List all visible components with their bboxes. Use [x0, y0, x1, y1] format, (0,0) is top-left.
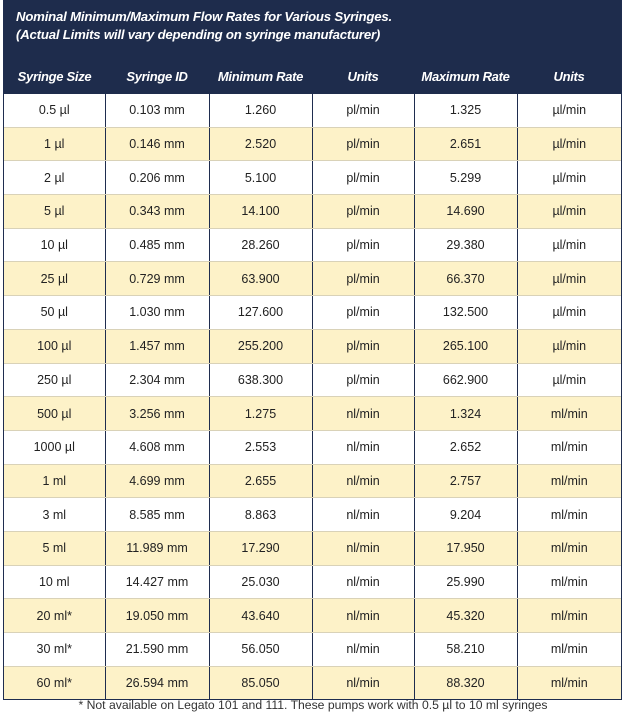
- max-units-cell: ml/min: [517, 633, 621, 667]
- max-units-cell: ml/min: [517, 430, 621, 464]
- minimum-rate-cell: 63.900: [209, 262, 312, 296]
- table-row: [4, 531, 621, 565]
- table-title-line-1: Nominal Minimum/Maximum Flow Rates for Various Syringes.: [16, 9, 392, 24]
- minimum-rate-cell: 638.300: [209, 363, 312, 397]
- minimum-rate-cell: 25.030: [209, 565, 312, 599]
- maximum-rate-cell: 2.757: [414, 464, 517, 498]
- min-units-cell: nl/min: [312, 531, 414, 565]
- max-units-cell: ml/min: [517, 565, 621, 599]
- syringe-size-cell: 50 µl: [4, 296, 105, 330]
- table-row: [4, 633, 621, 667]
- syringe-id-cell: 4.608 mm: [105, 430, 209, 464]
- syringe-size-cell: 20 ml*: [4, 599, 105, 633]
- maximum-rate-cell: 14.690: [414, 195, 517, 229]
- syringe-id-cell: 0.146 mm: [105, 127, 209, 161]
- syringe-size-cell: 100 µl: [4, 329, 105, 363]
- min-units-cell: nl/min: [312, 633, 414, 667]
- table-row: [4, 565, 621, 599]
- minimum-rate-cell: 17.290: [209, 531, 312, 565]
- minimum-rate-cell: 255.200: [209, 329, 312, 363]
- min-units-cell: pl/min: [312, 363, 414, 397]
- maximum-rate-cell: 1.325: [414, 94, 517, 127]
- max-units-cell: ml/min: [517, 498, 621, 532]
- minimum-rate-cell: 43.640: [209, 599, 312, 633]
- column-header-maximum-rate: Maximum Rate: [414, 58, 517, 94]
- column-header-max-units: Units: [517, 58, 621, 94]
- syringe-size-cell: 2 µl: [4, 161, 105, 195]
- syringe-size-cell: 1000 µl: [4, 430, 105, 464]
- min-units-cell: nl/min: [312, 565, 414, 599]
- table-body: [4, 94, 621, 699]
- column-header-min-units: Units: [312, 58, 414, 94]
- maximum-rate-cell: 9.204: [414, 498, 517, 532]
- minimum-rate-cell: 2.553: [209, 430, 312, 464]
- syringe-size-cell: 0.5 µl: [4, 94, 105, 127]
- min-units-cell: nl/min: [312, 464, 414, 498]
- syringe-size-cell: 500 µl: [4, 397, 105, 431]
- max-units-cell: µl/min: [517, 329, 621, 363]
- syringe-id-cell: 0.485 mm: [105, 228, 209, 262]
- column-header-syringe-size: Syringe Size: [4, 58, 105, 94]
- min-units-cell: pl/min: [312, 94, 414, 127]
- maximum-rate-cell: 662.900: [414, 363, 517, 397]
- max-units-cell: µl/min: [517, 296, 621, 330]
- min-units-cell: pl/min: [312, 329, 414, 363]
- maximum-rate-cell: 17.950: [414, 531, 517, 565]
- table-row: [4, 296, 621, 330]
- min-units-cell: pl/min: [312, 296, 414, 330]
- min-units-cell: nl/min: [312, 430, 414, 464]
- table-row: [4, 397, 621, 431]
- table-row: [4, 498, 621, 532]
- table-row: [4, 161, 621, 195]
- syringe-id-cell: 1.030 mm: [105, 296, 209, 330]
- syringe-id-cell: 19.050 mm: [105, 599, 209, 633]
- table-header-row: [4, 58, 621, 94]
- minimum-rate-cell: 85.050: [209, 666, 312, 699]
- maximum-rate-cell: 132.500: [414, 296, 517, 330]
- max-units-cell: ml/min: [517, 666, 621, 699]
- syringe-id-cell: 26.594 mm: [105, 666, 209, 699]
- syringe-size-cell: 5 µl: [4, 195, 105, 229]
- table-row: [4, 363, 621, 397]
- minimum-rate-cell: 2.520: [209, 127, 312, 161]
- minimum-rate-cell: 14.100: [209, 195, 312, 229]
- maximum-rate-cell: 58.210: [414, 633, 517, 667]
- maximum-rate-cell: 2.651: [414, 127, 517, 161]
- maximum-rate-cell: 88.320: [414, 666, 517, 699]
- flow-rate-table: [4, 58, 621, 699]
- syringe-id-cell: 0.206 mm: [105, 161, 209, 195]
- max-units-cell: µl/min: [517, 161, 621, 195]
- syringe-size-cell: 10 µl: [4, 228, 105, 262]
- table-row: [4, 464, 621, 498]
- table-row: [4, 228, 621, 262]
- min-units-cell: nl/min: [312, 599, 414, 633]
- maximum-rate-cell: 265.100: [414, 329, 517, 363]
- syringe-size-cell: 30 ml*: [4, 633, 105, 667]
- syringe-size-cell: 3 ml: [4, 498, 105, 532]
- max-units-cell: ml/min: [517, 397, 621, 431]
- min-units-cell: pl/min: [312, 127, 414, 161]
- minimum-rate-cell: 1.275: [209, 397, 312, 431]
- min-units-cell: pl/min: [312, 262, 414, 296]
- max-units-cell: µl/min: [517, 363, 621, 397]
- syringe-size-cell: 25 µl: [4, 262, 105, 296]
- syringe-id-cell: 8.585 mm: [105, 498, 209, 532]
- syringe-id-cell: 3.256 mm: [105, 397, 209, 431]
- table-row: [4, 666, 621, 699]
- syringe-id-cell: 4.699 mm: [105, 464, 209, 498]
- max-units-cell: ml/min: [517, 464, 621, 498]
- column-header-minimum-rate: Minimum Rate: [209, 58, 312, 94]
- max-units-cell: µl/min: [517, 195, 621, 229]
- max-units-cell: ml/min: [517, 531, 621, 565]
- syringe-id-cell: 0.729 mm: [105, 262, 209, 296]
- table-row: [4, 599, 621, 633]
- maximum-rate-cell: 25.990: [414, 565, 517, 599]
- min-units-cell: pl/min: [312, 161, 414, 195]
- table-row: [4, 195, 621, 229]
- table-row: [4, 127, 621, 161]
- maximum-rate-cell: 2.652: [414, 430, 517, 464]
- syringe-size-cell: 1 ml: [4, 464, 105, 498]
- max-units-cell: µl/min: [517, 127, 621, 161]
- table-title: [4, 0, 621, 58]
- syringe-size-cell: 1 µl: [4, 127, 105, 161]
- max-units-cell: µl/min: [517, 94, 621, 127]
- minimum-rate-cell: 8.863: [209, 498, 312, 532]
- syringe-id-cell: 0.103 mm: [105, 94, 209, 127]
- syringe-id-cell: 0.343 mm: [105, 195, 209, 229]
- syringe-id-cell: 1.457 mm: [105, 329, 209, 363]
- table-row: [4, 262, 621, 296]
- maximum-rate-cell: 29.380: [414, 228, 517, 262]
- table-row: [4, 430, 621, 464]
- syringe-size-cell: 5 ml: [4, 531, 105, 565]
- minimum-rate-cell: 56.050: [209, 633, 312, 667]
- footnote: * Not available on Legato 101 and 111. These pumps work with 0.5 µl to 10 ml syringes: [78, 698, 548, 712]
- min-units-cell: pl/min: [312, 195, 414, 229]
- minimum-rate-cell: 1.260: [209, 94, 312, 127]
- syringe-size-cell: 60 ml*: [4, 666, 105, 699]
- min-units-cell: pl/min: [312, 228, 414, 262]
- column-header-syringe-id: Syringe ID: [105, 58, 209, 94]
- maximum-rate-cell: 45.320: [414, 599, 517, 633]
- maximum-rate-cell: 5.299: [414, 161, 517, 195]
- minimum-rate-cell: 5.100: [209, 161, 312, 195]
- maximum-rate-cell: 1.324: [414, 397, 517, 431]
- syringe-id-cell: 11.989 mm: [105, 531, 209, 565]
- syringe-id-cell: 2.304 mm: [105, 363, 209, 397]
- table-row: [4, 94, 621, 127]
- minimum-rate-cell: 28.260: [209, 228, 312, 262]
- max-units-cell: µl/min: [517, 228, 621, 262]
- min-units-cell: nl/min: [312, 666, 414, 699]
- minimum-rate-cell: 2.655: [209, 464, 312, 498]
- min-units-cell: nl/min: [312, 498, 414, 532]
- flow-rate-table-panel: [3, 0, 622, 700]
- syringe-size-cell: 250 µl: [4, 363, 105, 397]
- syringe-id-cell: 21.590 mm: [105, 633, 209, 667]
- max-units-cell: ml/min: [517, 599, 621, 633]
- table-row: [4, 329, 621, 363]
- min-units-cell: nl/min: [312, 397, 414, 431]
- table-title-line-2: (Actual Limits will vary depending on syringe manufacturer): [16, 27, 381, 42]
- max-units-cell: µl/min: [517, 262, 621, 296]
- maximum-rate-cell: 66.370: [414, 262, 517, 296]
- minimum-rate-cell: 127.600: [209, 296, 312, 330]
- syringe-id-cell: 14.427 mm: [105, 565, 209, 599]
- syringe-size-cell: 10 ml: [4, 565, 105, 599]
